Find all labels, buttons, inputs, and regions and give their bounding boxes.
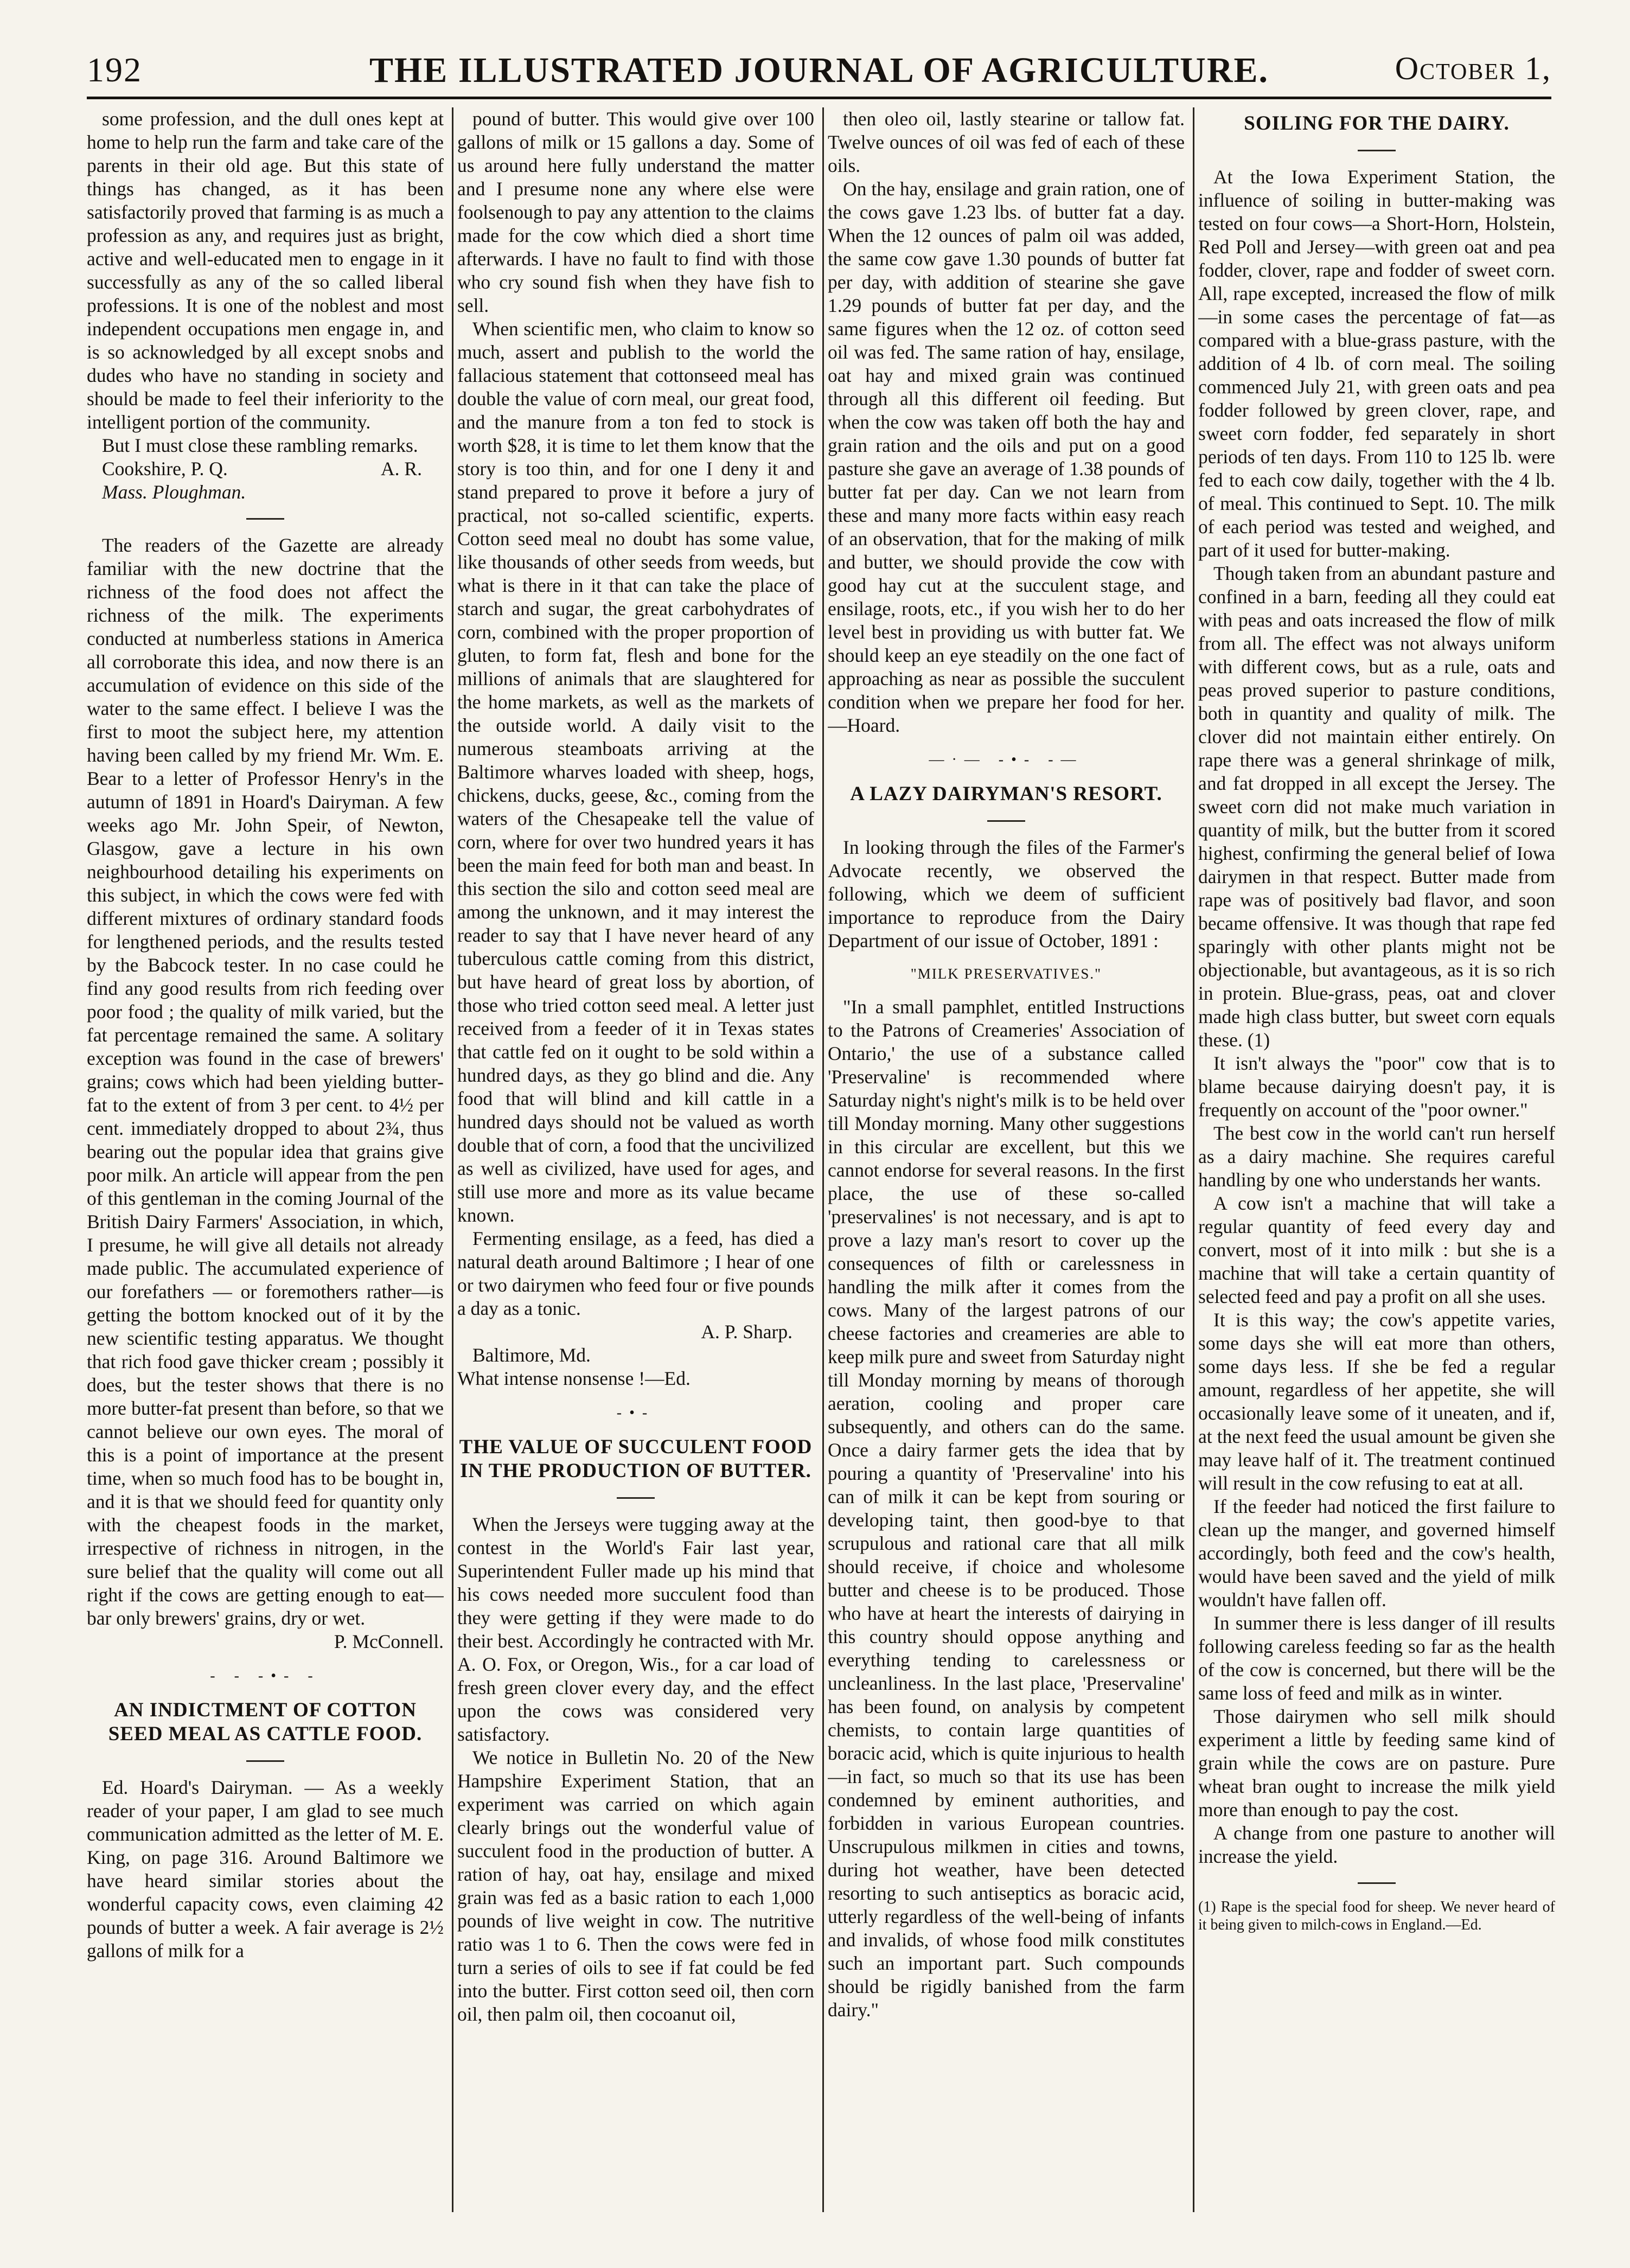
column-2 bbox=[457, 107, 814, 2212]
column-rule bbox=[1193, 107, 1194, 2212]
footnote: (1) Rape is the special food for sheep. We never heard of it being given to milch-cows in England.—Ed. bbox=[1198, 1899, 1555, 1933]
paragraph: Those dairymen who sell milk should experiment a little by feeding same kind of grain while the cows are on pasture. Pure wheat bran ought to increase the milk yield more than enough to pay the cost. bbox=[1198, 1705, 1555, 1820]
signature: P. McConnell. bbox=[334, 1631, 444, 1652]
place: Baltimore, Md. bbox=[472, 1344, 591, 1366]
paragraph: At the Iowa Experiment Station, the influence of soiling in butter-making was tested on four cows—a Short-Horn, Holstein, Red Poll and Jersey—with green oat and pea fodder, clover, rape and fodder of sweet corn. All, rape excepted, increased the flow of milk—in some cases the percentage of fat—as compared with a blue-grass pasture, with the addition of 4 lb. of corn meal. The soiling commenced July 21, with green oats and pea fodder followed by green clover, rape, and sweet corn fodder, fed separately in short periods of ten days. From 110 to 125 lb. were fed to each cow daily, together with the 4 lb. of meal. This continued to Sept. 10. The milk of each period was tested and weighed, and part of it used for butter-making. bbox=[1198, 166, 1555, 561]
paragraph: If the feeder had noticed the first failure to clean up the manger, and governed himself accordingly, both feed and the cow's health, would have been saved and the yield of milk wouldn't have fallen off. bbox=[1198, 1496, 1555, 1611]
column-rule bbox=[452, 107, 453, 2212]
divider bbox=[246, 1760, 284, 1762]
paragraph: A cow isn't a machine that will take a regular quantity of feed every day and convert, most of it into milk : but she is a machine that will take a certain quantity of selected feed and pay a profit on all she uses. bbox=[1198, 1192, 1555, 1307]
paragraph: It isn't always the "poor" cow that is to blame because dairying doesn't pay, it is frequently on account of the "poor owner." bbox=[1198, 1052, 1555, 1121]
divider bbox=[617, 1497, 655, 1499]
header-rule bbox=[87, 97, 1551, 99]
ornament-divider: —·— -•- -— bbox=[929, 751, 1084, 768]
article-headline: AN INDICTMENT OF COTTON SEED MEAL AS CATTLE FOOD. bbox=[108, 1699, 423, 1745]
paragraph: When the Jerseys were tugging away at the contest in the World's Fair last year, Superintendent Fuller made up his mind that his cows needed more succulent food than they were getting if they were made to do their best. Accordingly he contracted with Mr. A. O. Fox, or Oregon, Wis., for a car load of fresh green clover every day, and the effect upon the cows was considered very satisfactory. bbox=[457, 1513, 814, 1745]
subheading: "MILK PRESERVATIVES." bbox=[910, 966, 1102, 982]
editor-note: What intense nonsense !—Ed. bbox=[457, 1368, 691, 1389]
column-1 bbox=[87, 107, 444, 2212]
place: Cookshire, P. Q. bbox=[102, 458, 228, 480]
paragraph: In summer there is less danger of ill results following careless feeding so far as the health of the cow is concerned, but there will be the same loss of feed and milk as in winter. bbox=[1198, 1612, 1555, 1704]
paragraph: A change from one pasture to another will increase the yield. bbox=[1198, 1822, 1555, 1867]
column-4 bbox=[1198, 107, 1555, 2212]
paragraph: But I must close these rambling remarks. bbox=[102, 435, 418, 456]
divider bbox=[1358, 150, 1396, 151]
article-headline: A LAZY DAIRYMAN'S RESORT. bbox=[850, 783, 1162, 805]
initials: A. R. bbox=[381, 458, 422, 480]
paragraph: When scientific men, who claim to know so much, assert and publish to the world the fallacious statement that cottonseed meal has double the value of corn meal, our great food, and the manure from a ton fed to stock is worth $28, it is time to let them know that the story is too thin, and for one I deny it and stand prepared to prove it before a jury of practical, not so-called scientific, experts. Cotton seed meal no doubt has some value, like thousands of other seeds from weeds, but what is there in it that can take the place of starch and sugar, the great carbohydrates of corn, combined with the proper proportion of gluten, to form fat, flesh and bone for the millions of animals that are slaughtered for the home markets, as well as the markets of the outside world. A daily visit to the numerous steamboats arriving at the Baltimore wharves loaded with sheep, hogs, chickens, ducks, geese, &c., coming from the waters of the Chesapeake tell the value of corn, where for over two hundred years it has been the main feed for both man and beast. In this section the silo and cotton seed meal are among the unknown, and it may interest the reader to say that I have never heard of any tuberculous cattle coming from this district, but have heard of great loss by abortion, of those who tried cotton seed meal. A letter just received from a feeder of it in Texas states that cattle fed on it ought to be sold within a hundred days, as they go blind and die. Any food that will blind and kill cattle in a hundred days should not be valued as worth double that of corn, a food that the uncivilized as well as civilized, have used for ages, and still use more and more as its value became known. bbox=[457, 318, 814, 1226]
page-number: 192 bbox=[87, 50, 142, 89]
ornament-divider: -•- bbox=[616, 1404, 655, 1421]
divider bbox=[1358, 1882, 1396, 1884]
paragraph: In looking through the files of the Farmer's Advocate recently, we observed the following, which we deem of sufficient importance to reproduce from the Dairy Department of our issue of October, 1891 : bbox=[828, 836, 1185, 951]
paragraph: Ed. Hoard's Dairyman. — As a weekly reader of your paper, I am glad to see much communication admitted as the letter of M. E. King, on page 316. Around Baltimore we have heard similar stories about the wonderful capacity cows, even claiming 42 pounds of butter a week. A fair average is 2½ gallons of milk for a bbox=[87, 1777, 444, 1962]
divider bbox=[246, 518, 284, 520]
paragraph: On the hay, ensilage and grain ration, one of the cows gave 1.23 lbs. of butter fat a day. When the 12 ounces of palm oil was added, the same cow gave 1.30 pounds of butter fat per day, with addition of stearine she gave 1.29 pounds of butter fat per day, and the same figures when the 12 oz. of cotton seed oil was fed. The same ration of hay, ensilage, oat hay and mixed grain was continued through all this different oil feeding. But when the cow was taken off both the hay and grain ration and the oils and put on a good pasture she gave an average of 1.38 pounds of butter fat per day. Can we not learn from these and many more facts within easy reach of an observation, that for the making of milk and butter, we should provide the cow with good hay cut at the succulent stage, and ensilage, roots, etc., if you wish her to do her level best in providing us with butter fat. We should keep an eye steadily on the one fact of approaching as near as possible the succulent condition when we prepare her food for her.—Hoard. bbox=[828, 178, 1185, 736]
divider bbox=[987, 820, 1025, 822]
article-headline: SOILING FOR THE DAIRY. bbox=[1244, 112, 1510, 135]
source: Mass. Ploughman. bbox=[102, 481, 246, 503]
paragraph: We notice in Bulletin No. 20 of the New Hampshire Experiment Station, that an experiment was carried on which again clearly brings out the wonderful value of succulent food in the production of butter. A ration of hay, oat hay, ensilage and mixed grain was fed as a basic ration to each 1,000 pounds of live weight in cow. The nutritive ratio was 1 to 6. Then the cows were fed in turn a series of oils to see if fat could be fed into the butter. First cotton seed oil, then corn oil, then palm oil, then cocoanut oil, bbox=[457, 1747, 814, 2025]
issue-date: October 1, bbox=[1395, 50, 1551, 86]
paragraph: Fermenting ensilage, as a feed, has died a natural death around Baltimore ; I hear of one or two dairymen who feed four or five pounds a day as a tonic. bbox=[457, 1228, 814, 1319]
paragraph: pound of butter. This would give over 100 gallons of milk or 15 gallons a day. Some of us around here fully understand the matter and I presume none any where else were foolsenough to pay any attention to the claims made for the cow which died a short time afterwards. I have no fault to find with those who cry sound fish when they have fish to sell. bbox=[457, 108, 814, 316]
signature-line bbox=[102, 457, 422, 481]
paragraph: "In a small pamphlet, entitled Instructions to the Patrons of Creameries' Association of Ontario,' the use of a substance called 'Preservaline' is recommended where Saturday night's night's milk is to be held over till Monday morning. Many other suggestions in this circular are excellent, but this we cannot endorse for several reasons. In the first place, the use of these so-called 'preservalines' is not necessary, and is apt to prove a lazy man's resort to cover up the consequences of filth or carelessness in handling the milk after it comes from the cows. Many of the largest patrons of our cheese factories and creameries are able to keep milk pure and sweet from Saturday night till Monday morning by means of thorough aeration, cooling and proper care subsequently, and others can do the same. Once a dairy farmer gets the idea that by pouring a quantity of 'Preservaline' into his can of milk it can be kept from souring or developing taint, then good-bye to that scrupulous and rational care that all milk should receive, if choice and wholesome butter and cheese is to be produced. Those who have at heart the interests of dairying in this country should oppose anything and everything tending to carelessness or uncleanliness. In the last place, 'Preservaline' has been found, on analysis by competent chemists, to contain large quantities of boracic acid, which is quite injurious to health—in fact, so much so that its use has been condemned by eminent authorities, and forbidden in various European countries. Unscrupulous milkmen in cities and towns, during hot weather, have been detected resorting to such antiseptics as boracic acid, utterly regardless of the well-being of infants and invalids, of whose food milk constitutes such an important part. Such compounds should be rigidly banished from the farm dairy." bbox=[828, 996, 1185, 2021]
paragraph: some profession, and the dull ones kept at home to help run the farm and take care of the parents in their old age. But this state of things has changed, as it has been satisfactorily proved that farming is as much a profession as any, and requires just as bright, active and well-educated men to engage in it successfully as any of the so called liberal professions. It is one of the noblest and most independent occupations men engage in, and is so acknowledged by all except snobs and dudes who have no standing in society and should be made to feel their inferiority to the intelligent portion of the community. bbox=[87, 108, 444, 433]
paragraph: Though taken from an abundant pasture and confined in a barn, feeding all they could eat with peas and oats increased the flow of milk from all. The effect was not always uniform with different cows, but as a rule, oats and peas proved superior to pasture conditions, both in quantity and quality of milk. The clover did not maintain either entirely. On rape there was a general shrinkage of milk, and fat dropped in all except the Jersey. The sweet corn did not make much variation in quantity of milk, but the butter from it scored highest, confirming the general belief of Iowa dairymen in that respect. Butter made from rape was of positively bad flavor, and soon became offensive. It was though that rape fed sparingly with other plants might not be objectionable, but avantageous, as it is so rich in protein. Blue-grass, peas, oat and clover made high class butter, but sweet corn equals these. (1) bbox=[1198, 563, 1555, 1051]
signature: A. P. Sharp. bbox=[701, 1321, 792, 1343]
paragraph: The best cow in the world can't run herself as a dairy machine. She requires careful handling by one who understands her wants. bbox=[1198, 1122, 1555, 1191]
column-3 bbox=[828, 107, 1185, 2212]
paragraph: It is this way; the cow's appetite varies, some days she will eat more than others, some days less. If she be fed a regular amount, regardless of her appetite, she will occasionally leave some of it uneaten, and if, at the next feed the usual amount be given she may leave half of it. The treatment continued will result in the cow refusing to eat at all. bbox=[1198, 1309, 1555, 1494]
page-header bbox=[87, 50, 1551, 97]
paragraph: The readers of the Gazette are already familiar with the new doctrine that the richness of the food does not affect the richness of the milk. The experiments conducted at numberless stations in America all corroborate this idea, and now there is an accumulation of evidence on this side of the water to the same effect. I believe I was the first to moot the subject here, my attention having been called by my friend Mr. Wm. E. Bear to a letter of Professor Henry's in the autumn of 1891 in Hoard's Dairyman. A few weeks ago Mr. John Speir, of Newton, Glasgow, gave a lecture in his own neighbourhood detailing his experiments on this subject, in which the cows were fed with different mixtures of ordinary standard foods for lengthened periods, and the results tested by the Babcock tester. In no case could he find any good results from rich feeding over poor food ; the quality of milk varied, but the fat percentage remained the same. A solitary exception was found in the case of brewers' grains; cows which had been yielding butter-fat to the extent of from 3 per cent. to 4½ per cent. immediately dropped to about 2¾, thus bearing out the popular idea that grains give poor milk. An article will appear from the pen of this gentleman in the coming Journal of the British Dairy Farmers' Association, in which, I presume, he will give all details not already made public. The accumulated experience of our forefathers — or foremothers rather—is getting the bottom knocked out of it by the new scientific testing apparatus. We thought that rich food gave thicker cream ; possibly it does, but the tester shows that there is no more butter-fat present than before, so that we cannot believe our own eyes. The moral of this is a point of importance at the present time, when so much food has to be bought in, and it is that we should feed for quantity only with the cheapest foods in the market, irrespective of richness in nitrogen, in the sure belief that the quality will come out all right if the cows are getting enough to eat—bar only brewers' grains, dry or wet. bbox=[87, 534, 444, 1629]
article-headline: THE VALUE OF SUCCULENT FOOD IN THE PRODUCTION OF BUTTER. bbox=[459, 1436, 813, 1482]
paragraph: then oleo oil, lastly stearine or tallow fat. Twelve ounces of oil was fed of each of these oils. bbox=[828, 108, 1185, 176]
journal-title: THE ILLUSTRATED JOURNAL OF AGRICULTURE. bbox=[369, 50, 1269, 90]
column-rule bbox=[822, 107, 824, 2212]
ornament-divider: - - -•- - bbox=[210, 1668, 321, 1684]
